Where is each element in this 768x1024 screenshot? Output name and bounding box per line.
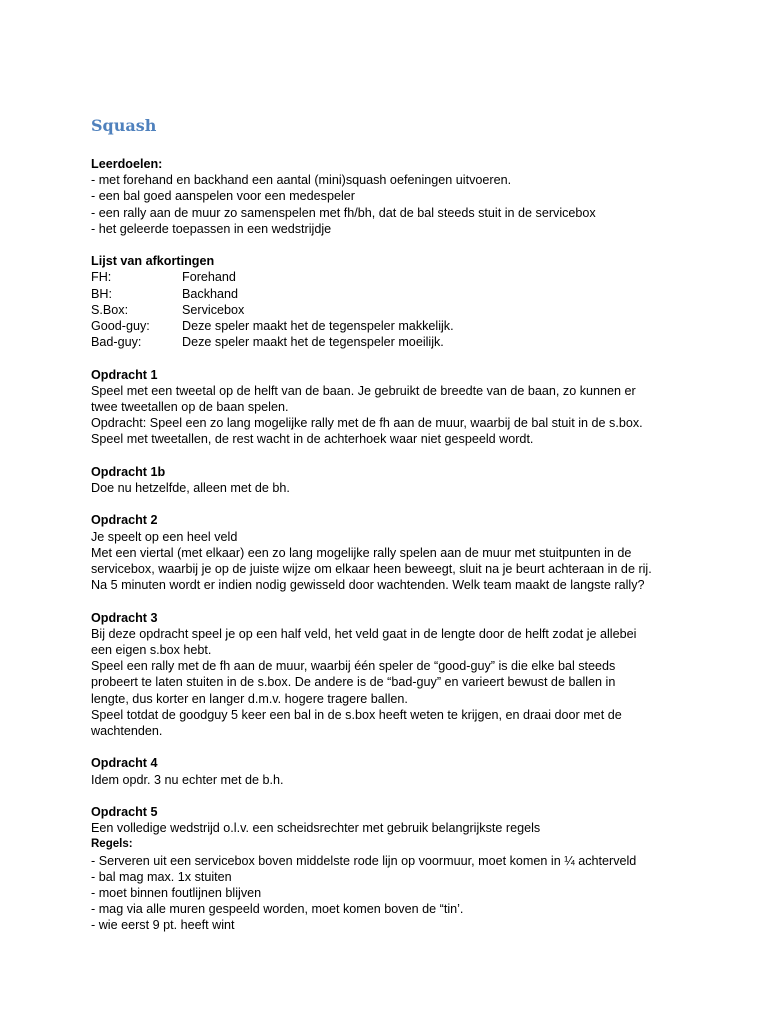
assignment-text-line: Speel totdat de goodguy 5 keer een bal in de s.box heeft weten te krijgen, en draai door met de — [91, 707, 622, 722]
rule-item: - moet binnen foutlijnen blijven — [91, 886, 262, 901]
assignment-2-section — [91, 512, 711, 593]
assignment-1-section — [91, 367, 711, 448]
assignment-heading: Opdracht 2 — [91, 513, 158, 528]
assignment-text-line: Idem opdr. 3 nu echter met de b.h. — [91, 772, 284, 787]
assignment-text-line: Een volledige wedstrijd o.l.v. een scheidsrechter met gebruik belangrijkste regels — [91, 821, 541, 836]
abbreviation-row — [91, 334, 711, 350]
assignment-text-line: lengte, dus korter en langer d.m.v. hogere tragere ballen. — [91, 691, 408, 706]
rule-item: - bal mag max. 1x stuiten — [91, 869, 232, 884]
abbreviations-section — [91, 253, 711, 350]
abbreviation-value: Forehand — [182, 270, 236, 285]
assignment-text-line: Opdracht: Speel een zo lang mogelijke rally met de fh aan de muur, waarbij de bal stuit in de s.box. — [91, 416, 643, 431]
assignment-3-section — [91, 610, 711, 740]
assignment-text-line: Speel met tweetallen, de rest wacht in de achterhoek waar niet gespeeld wordt. — [91, 432, 534, 447]
learning-goals-heading: Leerdoelen: — [91, 157, 163, 171]
assignment-1b-section — [91, 464, 711, 496]
learning-goal-item: - met forehand en backhand een aantal (mini)squash oefeningen uitvoeren. — [91, 173, 512, 188]
abbreviation-value: Backhand — [182, 286, 239, 301]
assignment-text-line: wachtenden. — [91, 724, 163, 739]
learning-goal-item: - een bal goed aanspelen voor een medespeler — [91, 189, 355, 204]
abbreviation-value: Servicebox — [182, 302, 245, 317]
abbreviation-value: Deze speler maakt het de tegenspeler makkelijk. — [182, 319, 454, 334]
assignment-5-section — [91, 804, 711, 934]
document-title: Squash — [91, 116, 157, 135]
assignment-heading: Opdracht 5 — [91, 805, 158, 820]
assignment-heading: Opdracht 3 — [91, 610, 158, 625]
assignment-text-line: servicebox, waarbij je op de juiste wijze om elkaar heen beweegt, sluit na je beurt achteraan in de rij. — [91, 562, 652, 577]
abbreviation-key: Bad-guy: — [91, 335, 142, 350]
learning-goal-item: - een rally aan de muur zo samenspelen met fh/bh, dat de bal steeds stuit in de servicebox — [91, 205, 596, 220]
abbreviation-key: FH: — [91, 270, 112, 285]
assignment-heading: Opdracht 1 — [91, 367, 158, 382]
document-body — [91, 112, 711, 950]
abbreviation-row — [91, 269, 711, 285]
rule-item: - wie eerst 9 pt. heeft wint — [91, 918, 235, 933]
abbreviations-heading: Lijst van afkortingen — [91, 254, 215, 269]
assignment-text-line: probeert te laten stuiten in de s.box. De andere is de “bad-guy” en varieert bewust de ballen in — [91, 675, 616, 690]
abbreviation-key: BH: — [91, 286, 112, 301]
assignment-text-line: Speel een rally met de fh aan de muur, waarbij één speler de “good-guy” is die elke bal steeds — [91, 659, 616, 674]
assignment-heading: Opdracht 1b — [91, 464, 166, 479]
learning-goal-item: - het geleerde toepassen in een wedstrijdje — [91, 221, 332, 236]
assignment-text-line: Met een viertal (met elkaar) een zo lang mogelijke rally spelen aan de muur met stuitpunten in de — [91, 545, 632, 560]
learning-goals-section — [91, 156, 711, 237]
assignment-text-line: Je speelt op een heel veld — [91, 529, 238, 544]
assignment-text-line: Na 5 minuten wordt er indien nodig gewisseld door wachtenden. Welk team maakt de langste rally? — [91, 578, 645, 593]
abbreviation-key: Good-guy: — [91, 319, 150, 334]
rule-item: - mag via alle muren gespeeld worden, moet komen boven de “tin’. — [91, 902, 464, 917]
rules-heading: Regels: — [91, 838, 133, 851]
assignment-text-line: Doe nu hetzelfde, alleen met de bh. — [91, 481, 290, 496]
assignment-text-line: twee tweetallen op de baan spelen. — [91, 400, 289, 415]
assignment-text-line: Speel met een tweetal op de helft van de baan. Je gebruikt de breedte van de baan, zo kunnen er — [91, 383, 636, 398]
assignment-4-section — [91, 755, 711, 787]
assignment-heading: Opdracht 4 — [91, 756, 158, 771]
abbreviation-row — [91, 302, 711, 318]
assignment-text-line: een eigen s.box hebt. — [91, 643, 212, 658]
abbreviation-value: Deze speler maakt het de tegenspeler moeilijk. — [182, 335, 444, 350]
rule-item: - Serveren uit een servicebox boven middelste rode lijn op voormuur, moet komen in ¼ achterveld — [91, 853, 637, 868]
abbreviation-key: S.Box: — [91, 302, 129, 317]
assignment-text-line: Bij deze opdracht speel je op een half veld, het veld gaat in de lengte door de helft zodat je allebei — [91, 626, 637, 641]
abbreviation-row — [91, 286, 711, 302]
abbreviation-row — [91, 318, 711, 334]
